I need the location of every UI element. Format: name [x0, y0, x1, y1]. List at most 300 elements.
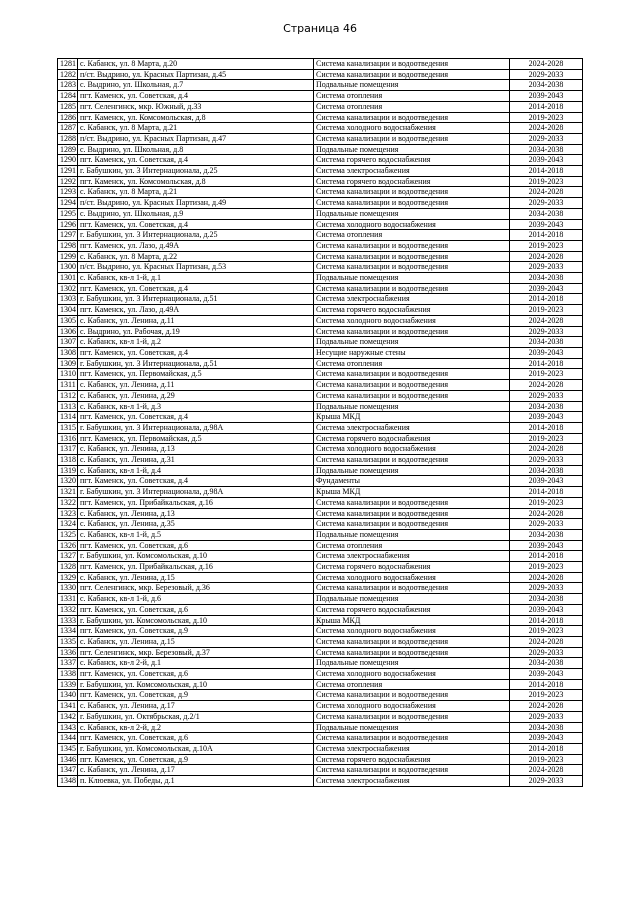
row-number: 1288	[58, 133, 78, 144]
table-row	[58, 636, 583, 647]
period-cell: 2029-2033	[510, 583, 583, 594]
period-cell: 2014-2018	[510, 679, 583, 690]
row-number: 1308	[58, 347, 78, 358]
table-row	[58, 358, 583, 369]
table-row	[58, 390, 583, 401]
table-row	[58, 219, 583, 230]
address-cell: с. Кабанск, ул. Ленина, д.29	[78, 390, 314, 401]
address-cell: г. Бабушкин, ул. 3 Интернационала, д.51	[78, 294, 314, 305]
row-number: 1306	[58, 326, 78, 337]
address-cell: с. Кабанск, ул. Ленина, д.13	[78, 444, 314, 455]
system-cell: Система канализации и водоотведения	[314, 390, 510, 401]
address-cell: с. Кабанск, ул. Ленина, д.11	[78, 315, 314, 326]
system-cell: Система отопления	[314, 230, 510, 241]
system-cell: Система канализации и водоотведения	[314, 583, 510, 594]
table-row	[58, 176, 583, 187]
system-cell: Подвальные помещения	[314, 337, 510, 348]
table-row	[58, 230, 583, 241]
system-cell: Система горячего водоснабжения	[314, 754, 510, 765]
row-number: 1317	[58, 444, 78, 455]
address-cell: г. Бабушкин, ул. 3 Интернационала, д.98А	[78, 422, 314, 433]
period-cell: 2029-2033	[510, 390, 583, 401]
row-number: 1342	[58, 711, 78, 722]
period-cell: 2034-2038	[510, 401, 583, 412]
system-cell: Система электроснабжения	[314, 166, 510, 177]
row-number: 1334	[58, 626, 78, 637]
address-cell: с. Выдрино, ул. Рабочая, д.19	[78, 326, 314, 337]
system-cell: Система отопления	[314, 101, 510, 112]
address-cell: пгт. Каменск, ул. Советская, д.4	[78, 283, 314, 294]
period-cell: 2029-2033	[510, 69, 583, 80]
system-cell: Система отопления	[314, 91, 510, 102]
system-cell: Подвальные помещения	[314, 594, 510, 605]
page-label: Страница 46	[283, 22, 357, 35]
address-cell: с. Выдрино, ул. Школьная, д.9	[78, 208, 314, 219]
table-row	[58, 497, 583, 508]
address-cell: п/ст. Выдрино, ул. Красных Партизан, д.49	[78, 198, 314, 209]
system-cell: Система холодного водоснабжения	[314, 315, 510, 326]
system-cell: Система канализации и водоотведения	[314, 519, 510, 530]
period-cell: 2014-2018	[510, 487, 583, 498]
period-cell: 2019-2023	[510, 690, 583, 701]
address-cell: с. Кабанск, ул. Ленина, д.35	[78, 519, 314, 530]
address-cell: г. Бабушкин, ул. Октябрьская, д.2/1	[78, 711, 314, 722]
period-cell: 2034-2038	[510, 529, 583, 540]
address-cell: с. Кабанск, кв-л 1-й, д.5	[78, 529, 314, 540]
system-cell: Система горячего водоснабжения	[314, 433, 510, 444]
table-row	[58, 198, 583, 209]
system-cell: Система горячего водоснабжения	[314, 604, 510, 615]
period-cell: 2024-2028	[510, 636, 583, 647]
row-number: 1289	[58, 144, 78, 155]
table-row	[58, 562, 583, 573]
period-cell: 2039-2043	[510, 669, 583, 680]
address-cell: пгт. Каменск, ул. Прибайкальская, д.16	[78, 562, 314, 573]
table-row	[58, 123, 583, 134]
row-number: 1323	[58, 508, 78, 519]
period-cell: 2014-2018	[510, 166, 583, 177]
system-cell: Система горячего водоснабжения	[314, 562, 510, 573]
row-number: 1298	[58, 240, 78, 251]
table-row	[58, 487, 583, 498]
table-row	[58, 690, 583, 701]
row-number: 1327	[58, 551, 78, 562]
table-row	[58, 59, 583, 70]
address-cell: пгт. Каменск, ул. Лазо, д.49А	[78, 305, 314, 316]
address-cell: г. Бабушкин, ул. 3 Интернационала, д.25	[78, 230, 314, 241]
row-number: 1316	[58, 433, 78, 444]
table-row	[58, 508, 583, 519]
table-row	[58, 401, 583, 412]
period-cell: 2029-2033	[510, 455, 583, 466]
address-cell: г. Бабушкин, ул. Комсомольская, д.10	[78, 615, 314, 626]
row-number: 1335	[58, 636, 78, 647]
address-cell: пгт. Каменск, ул. Лазо, д.49А	[78, 240, 314, 251]
row-number: 1332	[58, 604, 78, 615]
system-cell: Система канализации и водоотведения	[314, 455, 510, 466]
table-row	[58, 337, 583, 348]
system-cell: Подвальные помещения	[314, 722, 510, 733]
table-row	[58, 112, 583, 123]
address-cell: с. Кабанск, кв-л 2-й, д.1	[78, 658, 314, 669]
table-row	[58, 155, 583, 166]
address-cell: пгт. Каменск, ул. Советская, д.4	[78, 347, 314, 358]
address-cell: п. Клюевка, ул. Победы, д.1	[78, 776, 314, 787]
address-cell: пгт. Каменск, ул. Советская, д.4	[78, 412, 314, 423]
table-row	[58, 658, 583, 669]
period-cell: 2024-2028	[510, 251, 583, 262]
period-cell: 2029-2033	[510, 711, 583, 722]
period-cell: 2024-2028	[510, 701, 583, 712]
address-cell: пгт. Селенгинск, мкр. Березовый, д.37	[78, 647, 314, 658]
period-cell: 2019-2023	[510, 562, 583, 573]
period-cell: 2034-2038	[510, 273, 583, 284]
table-row	[58, 347, 583, 358]
address-cell: г. Бабушкин, ул. 3 Интернационала, д.51	[78, 358, 314, 369]
row-number: 1341	[58, 701, 78, 712]
system-cell: Система канализации и водоотведения	[314, 283, 510, 294]
row-number: 1338	[58, 669, 78, 680]
period-cell: 2029-2033	[510, 647, 583, 658]
row-number: 1281	[58, 59, 78, 70]
period-cell: 2019-2023	[510, 433, 583, 444]
system-cell: Система канализации и водоотведения	[314, 251, 510, 262]
row-number: 1312	[58, 390, 78, 401]
system-cell: Система электроснабжения	[314, 294, 510, 305]
period-cell: 2019-2023	[510, 754, 583, 765]
period-cell: 2014-2018	[510, 422, 583, 433]
table-row	[58, 101, 583, 112]
address-cell: пгт. Каменск, ул. Советская, д.4	[78, 155, 314, 166]
row-number: 1313	[58, 401, 78, 412]
row-number: 1304	[58, 305, 78, 316]
address-cell: п/ст. Выдрино, ул. Красных Партизан, д.53	[78, 262, 314, 273]
period-cell: 2019-2023	[510, 240, 583, 251]
address-cell: с. Кабанск, ул. 8 Марта, д.22	[78, 251, 314, 262]
period-cell: 2029-2033	[510, 133, 583, 144]
table-row	[58, 208, 583, 219]
period-cell: 2019-2023	[510, 176, 583, 187]
address-cell: пгт. Каменск, ул. Первомайская, д.5	[78, 433, 314, 444]
address-cell: пгт. Каменск, ул. Советская, д.4	[78, 219, 314, 230]
table-row	[58, 262, 583, 273]
address-cell: с. Выдрино, ул. Школьная, д.8	[78, 144, 314, 155]
address-cell: пгт. Каменск, ул. Советская, д.9	[78, 754, 314, 765]
table-row	[58, 305, 583, 316]
row-number: 1282	[58, 69, 78, 80]
table-row	[58, 240, 583, 251]
period-cell: 2039-2043	[510, 412, 583, 423]
system-cell: Система электроснабжения	[314, 776, 510, 787]
table-row	[58, 465, 583, 476]
table-row	[58, 583, 583, 594]
row-number: 1343	[58, 722, 78, 733]
system-cell: Несущие наружные стены	[314, 347, 510, 358]
period-cell: 2019-2023	[510, 305, 583, 316]
system-cell: Система электроснабжения	[314, 551, 510, 562]
row-number: 1328	[58, 562, 78, 573]
table-row	[58, 647, 583, 658]
row-number: 1284	[58, 91, 78, 102]
address-cell: пгт. Каменск, ул. Советская, д.4	[78, 91, 314, 102]
row-number: 1329	[58, 572, 78, 583]
period-cell: 2024-2028	[510, 315, 583, 326]
row-number: 1311	[58, 380, 78, 391]
system-cell: Подвальные помещения	[314, 401, 510, 412]
system-cell: Крыша МКД	[314, 412, 510, 423]
row-number: 1285	[58, 101, 78, 112]
table-row	[58, 733, 583, 744]
row-number: 1310	[58, 369, 78, 380]
row-number: 1345	[58, 744, 78, 755]
table-row	[58, 273, 583, 284]
period-cell: 2039-2043	[510, 476, 583, 487]
system-cell: Система канализации и водоотведения	[314, 733, 510, 744]
period-cell: 2034-2038	[510, 722, 583, 733]
period-cell: 2034-2038	[510, 80, 583, 91]
table-row	[58, 166, 583, 177]
row-number: 1318	[58, 455, 78, 466]
row-number: 1300	[58, 262, 78, 273]
address-cell: пгт. Каменск, ул. Советская, д.6	[78, 733, 314, 744]
system-cell: Подвальные помещения	[314, 658, 510, 669]
table-row	[58, 669, 583, 680]
table-row	[58, 540, 583, 551]
system-cell: Система холодного водоснабжения	[314, 444, 510, 455]
system-cell: Система канализации и водоотведения	[314, 187, 510, 198]
system-cell: Система канализации и водоотведения	[314, 508, 510, 519]
system-cell: Система отопления	[314, 358, 510, 369]
address-cell: г. Бабушкин, ул. 3 Интернационала, д.25	[78, 166, 314, 177]
system-cell: Система холодного водоснабжения	[314, 701, 510, 712]
registry-table-body	[58, 59, 583, 787]
period-cell: 2014-2018	[510, 615, 583, 626]
period-cell: 2019-2023	[510, 369, 583, 380]
table-row	[58, 744, 583, 755]
row-number: 1286	[58, 112, 78, 123]
row-number: 1336	[58, 647, 78, 658]
system-cell: Фундаменты	[314, 476, 510, 487]
address-cell: пгт. Каменск, ул. Советская, д.6	[78, 604, 314, 615]
system-cell: Система канализации и водоотведения	[314, 326, 510, 337]
system-cell: Система холодного водоснабжения	[314, 123, 510, 134]
row-number: 1324	[58, 519, 78, 530]
system-cell: Подвальные помещения	[314, 465, 510, 476]
row-number: 1307	[58, 337, 78, 348]
row-number: 1333	[58, 615, 78, 626]
row-number: 1294	[58, 198, 78, 209]
table-row	[58, 187, 583, 198]
address-cell: с. Кабанск, кв-л 1-й, д.3	[78, 401, 314, 412]
table-row	[58, 615, 583, 626]
row-number: 1344	[58, 733, 78, 744]
row-number: 1302	[58, 283, 78, 294]
row-number: 1309	[58, 358, 78, 369]
row-number: 1339	[58, 679, 78, 690]
period-cell: 2029-2033	[510, 262, 583, 273]
period-cell: 2039-2043	[510, 540, 583, 551]
table-row	[58, 326, 583, 337]
address-cell: с. Кабанск, ул. Ленина, д.15	[78, 572, 314, 583]
table-row	[58, 529, 583, 540]
table-row	[58, 754, 583, 765]
row-number: 1346	[58, 754, 78, 765]
address-cell: пгт. Каменск, ул. Советская, д.9	[78, 690, 314, 701]
system-cell: Система канализации и водоотведения	[314, 240, 510, 251]
period-cell: 2024-2028	[510, 123, 583, 134]
address-cell: пгт. Селенгинск, мкр. Южный, д.33	[78, 101, 314, 112]
period-cell: 2029-2033	[510, 776, 583, 787]
table-row	[58, 251, 583, 262]
system-cell: Подвальные помещения	[314, 273, 510, 284]
row-number: 1292	[58, 176, 78, 187]
address-cell: с. Кабанск, ул. 8 Марта, д.21	[78, 187, 314, 198]
address-cell: г. Бабушкин, ул. Комсомольская, д.10	[78, 679, 314, 690]
row-number: 1297	[58, 230, 78, 241]
row-number: 1314	[58, 412, 78, 423]
system-cell: Система канализации и водоотведения	[314, 198, 510, 209]
address-cell: г. Бабушкин, ул. Комсомольская, д.10	[78, 551, 314, 562]
table-row	[58, 433, 583, 444]
system-cell: Система канализации и водоотведения	[314, 69, 510, 80]
address-cell: пгт. Каменск, ул. Комсомольская, д.8	[78, 176, 314, 187]
table-row	[58, 412, 583, 423]
row-number: 1348	[58, 776, 78, 787]
table-row	[58, 476, 583, 487]
table-row	[58, 444, 583, 455]
system-cell: Подвальные помещения	[314, 144, 510, 155]
system-cell: Система канализации и водоотведения	[314, 690, 510, 701]
period-cell: 2039-2043	[510, 219, 583, 230]
address-cell: п/ст. Выдрино, ул. Красных Партизан, д.47	[78, 133, 314, 144]
row-number: 1322	[58, 497, 78, 508]
address-cell: с. Кабанск, ул. 8 Марта, д.21	[78, 123, 314, 134]
row-number: 1320	[58, 476, 78, 487]
address-cell: с. Кабанск, ул. Ленина, д.17	[78, 701, 314, 712]
address-cell: с. Кабанск, кв-л 2-й, д.2	[78, 722, 314, 733]
period-cell: 2024-2028	[510, 444, 583, 455]
period-cell: 2014-2018	[510, 744, 583, 755]
period-cell: 2024-2028	[510, 187, 583, 198]
system-cell: Система горячего водоснабжения	[314, 155, 510, 166]
table-row	[58, 144, 583, 155]
table-row	[58, 380, 583, 391]
row-number: 1291	[58, 166, 78, 177]
address-cell: пгт. Каменск, ул. Прибайкальская, д.16	[78, 497, 314, 508]
system-cell: Система канализации и водоотведения	[314, 59, 510, 70]
table-row	[58, 701, 583, 712]
period-cell: 2014-2018	[510, 230, 583, 241]
system-cell: Система канализации и водоотведения	[314, 497, 510, 508]
system-cell: Система электроснабжения	[314, 744, 510, 755]
system-cell: Система отопления	[314, 679, 510, 690]
system-cell: Подвальные помещения	[314, 208, 510, 219]
row-number: 1303	[58, 294, 78, 305]
address-cell: с. Кабанск, ул. Ленина, д.11	[78, 380, 314, 391]
row-number: 1319	[58, 465, 78, 476]
address-cell: с. Кабанск, ул. 8 Марта, д.20	[78, 59, 314, 70]
period-cell: 2029-2033	[510, 198, 583, 209]
period-cell: 2034-2038	[510, 594, 583, 605]
table-row	[58, 369, 583, 380]
system-cell: Система электроснабжения	[314, 422, 510, 433]
period-cell: 2014-2018	[510, 551, 583, 562]
period-cell: 2039-2043	[510, 155, 583, 166]
system-cell: Система холодного водоснабжения	[314, 219, 510, 230]
table-row	[58, 679, 583, 690]
system-cell: Система холодного водоснабжения	[314, 626, 510, 637]
table-row	[58, 455, 583, 466]
address-cell: с. Кабанск, кв-л 1-й, д.2	[78, 337, 314, 348]
address-cell: с. Кабанск, кв-л 1-й, д.4	[78, 465, 314, 476]
row-number: 1331	[58, 594, 78, 605]
row-number: 1321	[58, 487, 78, 498]
address-cell: пгт. Каменск, ул. Советская, д.6	[78, 540, 314, 551]
row-number: 1290	[58, 155, 78, 166]
period-cell: 2034-2038	[510, 337, 583, 348]
table-row	[58, 604, 583, 615]
table-row	[58, 519, 583, 530]
system-cell: Система канализации и водоотведения	[314, 380, 510, 391]
system-cell: Система отопления	[314, 540, 510, 551]
table-row	[58, 551, 583, 562]
system-cell: Система горячего водоснабжения	[314, 305, 510, 316]
system-cell: Система канализации и водоотведения	[314, 765, 510, 776]
system-cell: Система холодного водоснабжения	[314, 572, 510, 583]
row-number: 1330	[58, 583, 78, 594]
period-cell: 2039-2043	[510, 604, 583, 615]
period-cell: 2019-2023	[510, 626, 583, 637]
address-cell: пгт. Каменск, ул. Советская, д.4	[78, 476, 314, 487]
row-number: 1326	[58, 540, 78, 551]
table-row	[58, 315, 583, 326]
system-cell: Система канализации и водоотведения	[314, 112, 510, 123]
table-row	[58, 283, 583, 294]
system-cell: Система канализации и водоотведения	[314, 647, 510, 658]
address-cell: с. Кабанск, ул. Ленина, д.15	[78, 636, 314, 647]
system-cell: Крыша МКД	[314, 615, 510, 626]
table-row	[58, 722, 583, 733]
period-cell: 2034-2038	[510, 208, 583, 219]
row-number: 1283	[58, 80, 78, 91]
row-number: 1315	[58, 422, 78, 433]
address-cell: пгт. Каменск, ул. Советская, д.9	[78, 626, 314, 637]
address-cell: пгт. Каменск, ул. Советская, д.6	[78, 669, 314, 680]
period-cell: 2039-2043	[510, 91, 583, 102]
address-cell: с. Кабанск, ул. Ленина, д.13	[78, 508, 314, 519]
address-cell: пгт. Селенгинск, мкр. Березовый, д.36	[78, 583, 314, 594]
system-cell: Система канализации и водоотведения	[314, 133, 510, 144]
period-cell: 2039-2043	[510, 733, 583, 744]
period-cell: 2024-2028	[510, 59, 583, 70]
system-cell: Подвальные помещения	[314, 80, 510, 91]
period-cell: 2024-2028	[510, 380, 583, 391]
row-number: 1296	[58, 219, 78, 230]
period-cell: 2034-2038	[510, 658, 583, 669]
system-cell: Система горячего водоснабжения	[314, 176, 510, 187]
table-row	[58, 422, 583, 433]
address-cell: с. Кабанск, ул. Ленина, д.31	[78, 455, 314, 466]
table-row	[58, 626, 583, 637]
table-row	[58, 80, 583, 91]
registry-table	[57, 58, 583, 787]
period-cell: 2014-2018	[510, 358, 583, 369]
address-cell: г. Бабушкин, ул. 3 Интернационала, д.98А	[78, 487, 314, 498]
row-number: 1347	[58, 765, 78, 776]
period-cell: 2019-2023	[510, 112, 583, 123]
address-cell: с. Выдрино, ул. Школьная, д.7	[78, 80, 314, 91]
system-cell: Система канализации и водоотведения	[314, 262, 510, 273]
